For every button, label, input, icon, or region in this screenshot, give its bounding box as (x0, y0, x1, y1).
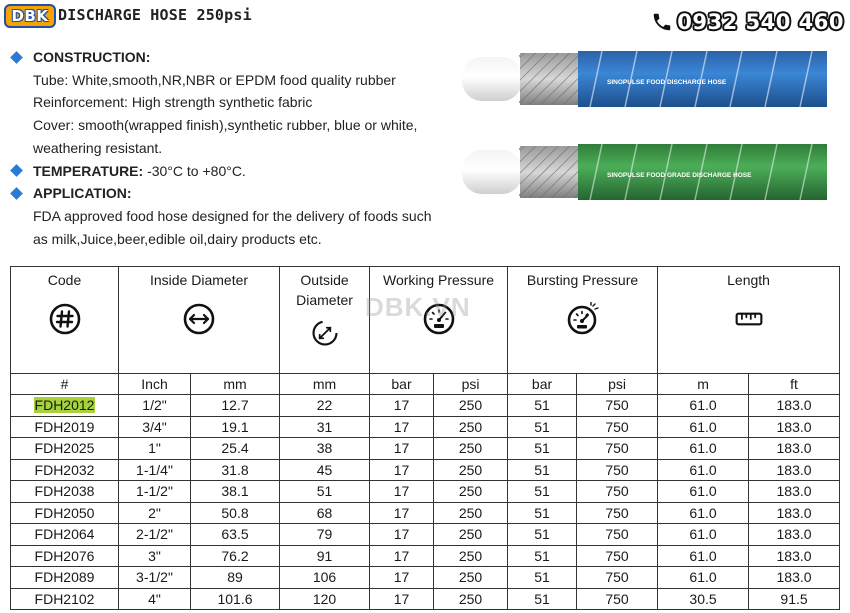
cell-working-bar: 17 (370, 545, 434, 567)
cell-inch: 4" (119, 588, 191, 610)
table-body (11, 395, 840, 610)
cell-length-m: 61.0 (658, 395, 749, 417)
cell-length-ft: 183.0 (749, 524, 840, 546)
cell-inside-mm: 89 (191, 567, 280, 589)
cell-outside-mm: 106 (280, 567, 370, 589)
table-row (11, 567, 840, 589)
reinforcement-text: Reinforcement: High strength synthetic fabric (33, 94, 313, 111)
construction-bullet (10, 46, 460, 69)
green-hose-label: SINOPULSE FOOD GRADE DISCHARGE HOSE (607, 172, 752, 179)
cell-working-bar: 17 (370, 567, 434, 589)
inside-diameter-icon (182, 302, 216, 336)
cell-inch: 1" (119, 438, 191, 460)
cell-working-bar: 17 (370, 416, 434, 438)
blue-hose-label: SINOPULSE FOOD DISCHARGE HOSE (607, 79, 727, 86)
application-text-line1: FDA approved food hose designed for the delivery of foods such (33, 207, 432, 224)
green-hose-image (462, 140, 827, 204)
header-code (11, 267, 119, 374)
cell-outside-mm: 120 (280, 588, 370, 610)
cell-inside-mm: 31.8 (191, 459, 280, 481)
cell-inch: 3/4" (119, 416, 191, 438)
cell-working-psi: 250 (434, 481, 508, 503)
cell-length-ft: 183.0 (749, 416, 840, 438)
watermark: DBK.VN (365, 292, 471, 322)
table-row (11, 438, 840, 460)
unit-cell: psi (434, 374, 508, 395)
temperature-bullet (10, 160, 460, 183)
cell-inside-mm: 101.6 (191, 588, 280, 610)
table-row (11, 524, 840, 546)
table-row (11, 481, 840, 503)
temperature-label: TEMPERATURE: (33, 162, 144, 179)
unit-cell: psi (577, 374, 658, 395)
cell-outside-mm: 31 (280, 416, 370, 438)
cell-length-m: 61.0 (658, 481, 749, 503)
cell-length-m: 61.0 (658, 502, 749, 524)
cell-inch: 2-1/2" (119, 524, 191, 546)
cell-inside-mm: 25.4 (191, 438, 280, 460)
cell-burst-bar: 51 (508, 416, 577, 438)
cell-burst-psi: 750 (577, 545, 658, 567)
burst-gauge-icon (566, 302, 600, 336)
unit-cell: ft (749, 374, 840, 395)
unit-cell: m (658, 374, 749, 395)
header-working-pressure-label: Working Pressure (383, 272, 495, 288)
cell-working-psi: 250 (434, 395, 508, 417)
table-units-row (11, 374, 840, 395)
cell-length-ft: 183.0 (749, 481, 840, 503)
cell-working-bar: 17 (370, 588, 434, 610)
cell-code: FDH2102 (11, 588, 119, 610)
cell-burst-bar: 51 (508, 524, 577, 546)
unit-cell: mm (280, 374, 370, 395)
header-inside-diameter (119, 267, 280, 374)
cell-length-m: 61.0 (658, 438, 749, 460)
cell-working-bar: 17 (370, 524, 434, 546)
outside-diameter-icon (310, 318, 340, 348)
cell-length-m: 61.0 (658, 524, 749, 546)
cell-length-ft: 91.5 (749, 588, 840, 610)
cell-burst-psi: 750 (577, 438, 658, 460)
cell-inside-mm: 38.1 (191, 481, 280, 503)
dbk-logo (4, 4, 56, 28)
page-title: DISCHARGE HOSE 250psi (58, 6, 252, 24)
cell-length-ft: 183.0 (749, 545, 840, 567)
cell-outside-mm: 45 (280, 459, 370, 481)
cell-inside-mm: 19.1 (191, 416, 280, 438)
cell-working-bar: 17 (370, 438, 434, 460)
header-bursting-pressure (508, 267, 658, 374)
cell-length-m: 30.5 (658, 588, 749, 610)
header-length (658, 267, 840, 374)
application-bullet (10, 182, 460, 205)
highlighted-code: FDH2012 (34, 397, 95, 414)
ruler-icon (734, 304, 764, 334)
cell-inch: 1-1/4" (119, 459, 191, 481)
cell-working-psi: 250 (434, 588, 508, 610)
construction-label: CONSTRUCTION: (33, 49, 151, 65)
cell-working-bar: 17 (370, 481, 434, 503)
cell-inch: 1-1/2" (119, 481, 191, 503)
cell-length-ft: 183.0 (749, 567, 840, 589)
header-inside-diameter-label: Inside Diameter (149, 272, 249, 288)
cell-length-ft: 183.0 (749, 438, 840, 460)
cell-inside-mm: 12.7 (191, 395, 280, 417)
diamond-bullet-icon (10, 51, 23, 64)
cell-burst-bar: 51 (508, 459, 577, 481)
cover-text-line2: weathering resistant. (33, 139, 163, 156)
cell-working-psi: 250 (434, 502, 508, 524)
header-outside-diameter (280, 267, 370, 374)
header-outside-diameter-label-1: Outside (300, 272, 349, 288)
table-row (11, 416, 840, 438)
cell-code: FDH2064 (11, 524, 119, 546)
cell-burst-bar: 51 (508, 545, 577, 567)
phone-number[interactable]: 0932 540 460 (677, 10, 844, 34)
blue-hose-image (462, 47, 827, 111)
cell-burst-psi: 750 (577, 481, 658, 503)
cell-burst-psi: 750 (577, 416, 658, 438)
cell-working-bar: 17 (370, 459, 434, 481)
cell-working-bar: 17 (370, 395, 434, 417)
cell-working-psi: 250 (434, 545, 508, 567)
product-description (10, 46, 460, 250)
cell-code: FDH2089 (11, 567, 119, 589)
cover-text-line1: Cover: smooth(wrapped finish),synthetic rubber, blue or white, (33, 117, 418, 134)
application-text-line2: as milk,Juice,beer,edible oil,dairy products etc. (33, 230, 322, 247)
cell-inside-mm: 76.2 (191, 545, 280, 567)
cell-code: FDH2076 (11, 545, 119, 567)
cell-code: FDH2025 (11, 438, 119, 460)
cell-outside-mm: 79 (280, 524, 370, 546)
cell-length-ft: 183.0 (749, 502, 840, 524)
cell-code: FDH2050 (11, 502, 119, 524)
table-row (11, 459, 840, 481)
cell-length-m: 61.0 (658, 545, 749, 567)
cell-outside-mm: 51 (280, 481, 370, 503)
unit-cell: bar (508, 374, 577, 395)
cell-inch: 2" (119, 502, 191, 524)
application-label: APPLICATION: (33, 185, 132, 202)
cell-length-m: 61.0 (658, 416, 749, 438)
header-code-label: Code (47, 272, 82, 288)
cell-inside-mm: 50.8 (191, 502, 280, 524)
table-row (11, 395, 840, 417)
phone-contact[interactable] (651, 10, 844, 34)
cell-burst-bar: 51 (508, 502, 577, 524)
cell-code: FDH2038 (11, 481, 119, 503)
logo-text: DBK (11, 7, 49, 25)
phone-icon (651, 11, 673, 33)
table-row (11, 545, 840, 567)
cell-code (11, 395, 119, 417)
temperature-value: -30°C to +80°C. (143, 162, 246, 179)
cell-burst-psi: 750 (577, 395, 658, 417)
cell-burst-psi: 750 (577, 588, 658, 610)
cell-outside-mm: 68 (280, 502, 370, 524)
cell-burst-bar: 51 (508, 438, 577, 460)
cell-burst-psi: 750 (577, 567, 658, 589)
cell-working-bar: 17 (370, 502, 434, 524)
cell-length-ft: 183.0 (749, 395, 840, 417)
cell-burst-psi: 750 (577, 524, 658, 546)
cell-inside-mm: 63.5 (191, 524, 280, 546)
cell-burst-psi: 750 (577, 459, 658, 481)
cell-burst-bar: 51 (508, 481, 577, 503)
cell-working-psi: 250 (434, 524, 508, 546)
header-bursting-pressure-label: Bursting Pressure (526, 272, 639, 288)
unit-cell: bar (370, 374, 434, 395)
spec-table (10, 266, 840, 610)
header-working-pressure (370, 267, 508, 374)
unit-cell: # (11, 374, 119, 395)
cell-outside-mm: 22 (280, 395, 370, 417)
cell-inch: 3-1/2" (119, 567, 191, 589)
cell-code: FDH2032 (11, 459, 119, 481)
cell-working-psi: 250 (434, 416, 508, 438)
header-length-label: Length (727, 272, 770, 288)
cell-burst-bar: 51 (508, 588, 577, 610)
cell-working-psi: 250 (434, 459, 508, 481)
table-row (11, 502, 840, 524)
diamond-bullet-icon (10, 164, 23, 177)
cell-inch: 3" (119, 545, 191, 567)
unit-cell: Inch (119, 374, 191, 395)
cell-outside-mm: 91 (280, 545, 370, 567)
hash-icon (48, 302, 82, 336)
header-outside-diameter-label-2: Diameter (296, 292, 353, 308)
cell-burst-bar: 51 (508, 395, 577, 417)
cell-outside-mm: 38 (280, 438, 370, 460)
table-header-row (11, 267, 840, 374)
unit-cell: mm (191, 374, 280, 395)
cell-working-psi: 250 (434, 438, 508, 460)
cell-burst-bar: 51 (508, 567, 577, 589)
cell-length-ft: 183.0 (749, 459, 840, 481)
table-row (11, 588, 840, 610)
diamond-bullet-icon (10, 187, 23, 200)
cell-code: FDH2019 (11, 416, 119, 438)
cell-burst-psi: 750 (577, 502, 658, 524)
cell-length-m: 61.0 (658, 459, 749, 481)
cell-working-psi: 250 (434, 567, 508, 589)
tube-text: Tube: White,smooth,NR,NBR or EPDM food quality rubber (33, 71, 396, 88)
cell-inch: 1/2" (119, 395, 191, 417)
pressure-gauge-icon (422, 302, 456, 336)
cell-length-m: 61.0 (658, 567, 749, 589)
